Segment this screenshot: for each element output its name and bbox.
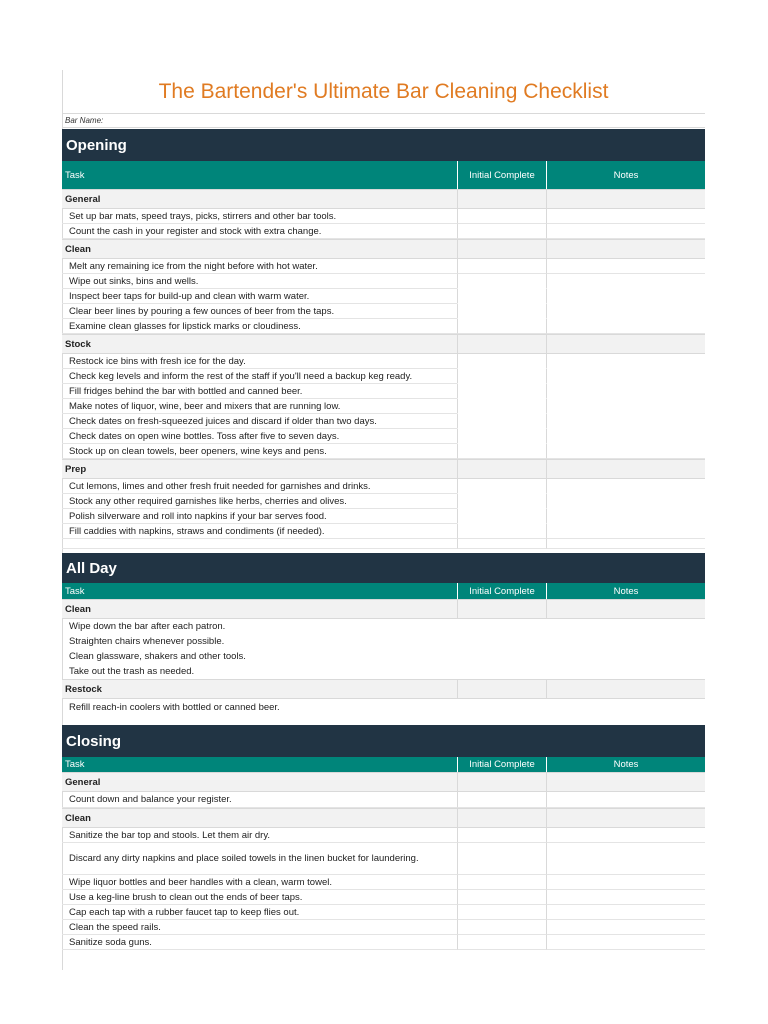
task-row [62, 304, 705, 319]
task-text: Polish silverware and roll into napkins if your bar serves food. [62, 509, 457, 524]
section-title: Opening [62, 129, 705, 161]
section-title: Closing [62, 725, 705, 757]
initial-cell[interactable] [457, 890, 546, 905]
notes-cell[interactable] [546, 399, 705, 414]
initial-cell[interactable] [457, 599, 546, 619]
task-row [62, 399, 705, 414]
column-notes: Notes [546, 583, 705, 599]
task-row [62, 319, 705, 334]
initial-cell[interactable] [457, 224, 546, 239]
task-text: Check dates on open wine bottles. Toss after five to seven days. [62, 429, 457, 444]
notes-cell[interactable] [546, 209, 705, 224]
task-text: Discard any dirty napkins and place soiled towels in the linen bucket for laundering. [62, 843, 457, 875]
initial-cell[interactable] [457, 664, 546, 679]
initial-cell[interactable] [457, 875, 546, 890]
group-row [62, 679, 705, 699]
notes-cell[interactable] [546, 354, 705, 369]
notes-cell[interactable] [546, 444, 705, 459]
notes-cell[interactable] [546, 664, 705, 679]
empty-cell [62, 539, 457, 549]
initial-cell[interactable] [457, 399, 546, 414]
section-opening [62, 129, 705, 549]
task-row [62, 619, 705, 634]
task-row [62, 828, 705, 843]
notes-cell[interactable] [546, 459, 705, 479]
notes-cell[interactable] [546, 259, 705, 274]
task-row [62, 935, 705, 950]
page-title: The Bartender's Ultimate Bar Cleaning Checklist [158, 80, 609, 103]
group-label: Clean [62, 808, 457, 828]
task-row [62, 444, 705, 459]
notes-cell[interactable] [546, 384, 705, 399]
task-row [62, 920, 705, 935]
task-row [62, 289, 705, 304]
initial-cell[interactable] [457, 369, 546, 384]
task-row [62, 274, 705, 289]
task-text: Set up bar mats, speed trays, picks, stirrers and other bar tools. [62, 209, 457, 224]
task-row [62, 890, 705, 905]
task-text: Straighten chairs whenever possible. [69, 636, 225, 647]
group-label: Prep [62, 459, 457, 479]
notes-cell[interactable] [546, 699, 705, 716]
group-row [62, 239, 705, 259]
notes-cell[interactable] [546, 189, 705, 209]
group-row [62, 772, 705, 792]
task-text: Cap each tap with a rubber faucet tap to keep flies out. [62, 905, 457, 920]
task-text: Check keg levels and inform the rest of the staff if you'll need a backup keg ready. [62, 369, 457, 384]
column-header-row [62, 161, 705, 189]
task-row [62, 259, 705, 274]
notes-cell[interactable] [546, 920, 705, 935]
task-row [62, 875, 705, 890]
initial-cell[interactable] [457, 239, 546, 259]
task-text: Count down and balance your register. [62, 792, 457, 808]
notes-cell[interactable] [546, 875, 705, 890]
task-row [62, 429, 705, 444]
initial-cell[interactable] [457, 479, 546, 494]
notes-cell[interactable] [546, 224, 705, 239]
task-text: Refill reach-in coolers with bottled or canned beer. [69, 702, 280, 713]
task-text: Melt any remaining ice from the night before with hot water. [62, 259, 457, 274]
initial-cell[interactable] [457, 334, 546, 354]
task-row [62, 699, 705, 716]
task-row [62, 354, 705, 369]
notes-cell[interactable] [546, 369, 705, 384]
initial-cell[interactable] [457, 699, 546, 716]
notes-cell[interactable] [546, 828, 705, 843]
group-row [62, 459, 705, 479]
task-text: Restock ice bins with fresh ice for the day. [62, 354, 457, 369]
initial-cell[interactable] [457, 634, 546, 649]
initial-cell[interactable] [457, 304, 546, 319]
initial-cell[interactable] [457, 494, 546, 509]
column-initial-complete: Initial Complete [457, 583, 546, 599]
notes-cell[interactable] [546, 524, 705, 539]
notes-cell[interactable] [546, 274, 705, 289]
group-label: Stock [62, 334, 457, 354]
initial-cell[interactable] [457, 274, 546, 289]
group-label: Clean [62, 599, 457, 619]
notes-cell[interactable] [546, 634, 705, 649]
task-text: Clean glassware, shakers and other tools. [69, 651, 246, 662]
initial-cell[interactable] [457, 935, 546, 950]
notes-cell[interactable] [546, 494, 705, 509]
initial-cell[interactable] [457, 189, 546, 209]
notes-cell[interactable] [546, 649, 705, 664]
section-closing [62, 725, 705, 950]
task-text: Examine clean glasses for lipstick marks or cloudiness. [62, 319, 457, 334]
bar-name-field[interactable]: Bar Name: [62, 113, 705, 128]
task-text: Take out the trash as needed. [69, 666, 195, 677]
notes-cell[interactable] [546, 414, 705, 429]
section-all-day [62, 553, 705, 716]
spacer-row [62, 539, 705, 549]
notes-cell[interactable] [546, 334, 705, 354]
initial-cell[interactable] [457, 828, 546, 843]
initial-cell[interactable] [457, 808, 546, 828]
notes-cell[interactable] [546, 792, 705, 808]
notes-cell[interactable] [546, 772, 705, 792]
initial-cell[interactable] [457, 444, 546, 459]
notes-cell[interactable] [546, 905, 705, 920]
task-row [62, 634, 705, 649]
task-text: Clean the speed rails. [62, 920, 457, 935]
notes-cell[interactable] [546, 619, 705, 634]
notes-cell[interactable] [546, 843, 705, 875]
initial-cell[interactable] [457, 619, 546, 634]
task-row [62, 369, 705, 384]
task-row [62, 524, 705, 539]
task-row [62, 649, 705, 664]
initial-cell[interactable] [457, 920, 546, 935]
column-header-row [62, 583, 705, 599]
task-text: Fill caddies with napkins, straws and condiments (if needed). [62, 524, 457, 539]
initial-cell[interactable] [457, 354, 546, 369]
notes-cell[interactable] [546, 935, 705, 950]
task-text: Stock any other required garnishes like herbs, cherries and olives. [62, 494, 457, 509]
task-text: Fill fridges behind the bar with bottled and canned beer. [62, 384, 457, 399]
task-text: Wipe liquor bottles and beer handles with a clean, warm towel. [62, 875, 457, 890]
group-row [62, 599, 705, 619]
column-task: Task [65, 169, 85, 181]
task-row [62, 792, 705, 808]
initial-cell[interactable] [457, 792, 546, 808]
initial-cell[interactable] [457, 509, 546, 524]
notes-cell[interactable] [546, 304, 705, 319]
group-label: General [62, 772, 457, 792]
initial-cell[interactable] [457, 429, 546, 444]
initial-cell[interactable] [457, 524, 546, 539]
initial-cell[interactable] [457, 459, 546, 479]
group-row [62, 808, 705, 828]
notes-cell[interactable] [546, 509, 705, 524]
group-label: Clean [62, 239, 457, 259]
task-row [62, 905, 705, 920]
initial-cell[interactable] [457, 414, 546, 429]
group-row [62, 189, 705, 209]
notes-cell[interactable] [546, 808, 705, 828]
column-task: Task [65, 585, 85, 597]
notes-cell[interactable] [546, 319, 705, 334]
notes-cell[interactable] [546, 539, 705, 549]
initial-cell[interactable] [457, 772, 546, 792]
section-title: All Day [62, 553, 705, 583]
task-row [62, 414, 705, 429]
initial-cell[interactable] [457, 384, 546, 399]
task-row [62, 843, 705, 875]
initial-cell[interactable] [457, 679, 546, 699]
task-text: Clear beer lines by pouring a few ounces of beer from the taps. [62, 304, 457, 319]
task-text: Count the cash in your register and stock with extra change. [62, 224, 457, 239]
column-notes: Notes [546, 757, 705, 772]
initial-cell[interactable] [457, 649, 546, 664]
task-text: Sanitize the bar top and stools. Let them air dry. [62, 828, 457, 843]
notes-cell[interactable] [546, 479, 705, 494]
group-label: Restock [62, 679, 457, 699]
initial-cell[interactable] [457, 319, 546, 334]
notes-cell[interactable] [546, 289, 705, 304]
notes-cell[interactable] [546, 890, 705, 905]
column-initial-complete: Initial Complete [457, 161, 546, 189]
task-text: Stock up on clean towels, beer openers, wine keys and pens. [62, 444, 457, 459]
task-text: Wipe out sinks, bins and wells. [62, 274, 457, 289]
initial-cell[interactable] [457, 289, 546, 304]
notes-cell[interactable] [546, 429, 705, 444]
task-text: Use a keg-line brush to clean out the ends of beer taps. [62, 890, 457, 905]
notes-cell[interactable] [546, 599, 705, 619]
initial-cell[interactable] [457, 259, 546, 274]
initial-cell[interactable] [457, 209, 546, 224]
task-text: Wipe down the bar after each patron. [69, 621, 226, 632]
column-notes: Notes [546, 161, 705, 189]
initial-cell[interactable] [457, 539, 546, 549]
task-text: Cut lemons, limes and other fresh fruit needed for garnishes and drinks. [62, 479, 457, 494]
column-initial-complete: Initial Complete [457, 757, 546, 772]
task-row [62, 384, 705, 399]
task-row [62, 509, 705, 524]
group-row [62, 334, 705, 354]
task-text: Check dates on fresh-squeezed juices and discard if older than two days. [62, 414, 457, 429]
notes-cell[interactable] [546, 679, 705, 699]
column-header-row [62, 757, 705, 772]
column-task: Task [65, 759, 85, 770]
task-row [62, 479, 705, 494]
task-text: Make notes of liquor, wine, beer and mixers that are running low. [62, 399, 457, 414]
group-label: General [62, 189, 457, 209]
task-row [62, 209, 705, 224]
task-text: Sanitize soda guns. [62, 935, 457, 950]
task-text: Inspect beer taps for build-up and clean with warm water. [62, 289, 457, 304]
task-row [62, 664, 705, 679]
initial-cell[interactable] [457, 843, 546, 875]
notes-cell[interactable] [546, 239, 705, 259]
task-row [62, 224, 705, 239]
task-row [62, 494, 705, 509]
initial-cell[interactable] [457, 905, 546, 920]
